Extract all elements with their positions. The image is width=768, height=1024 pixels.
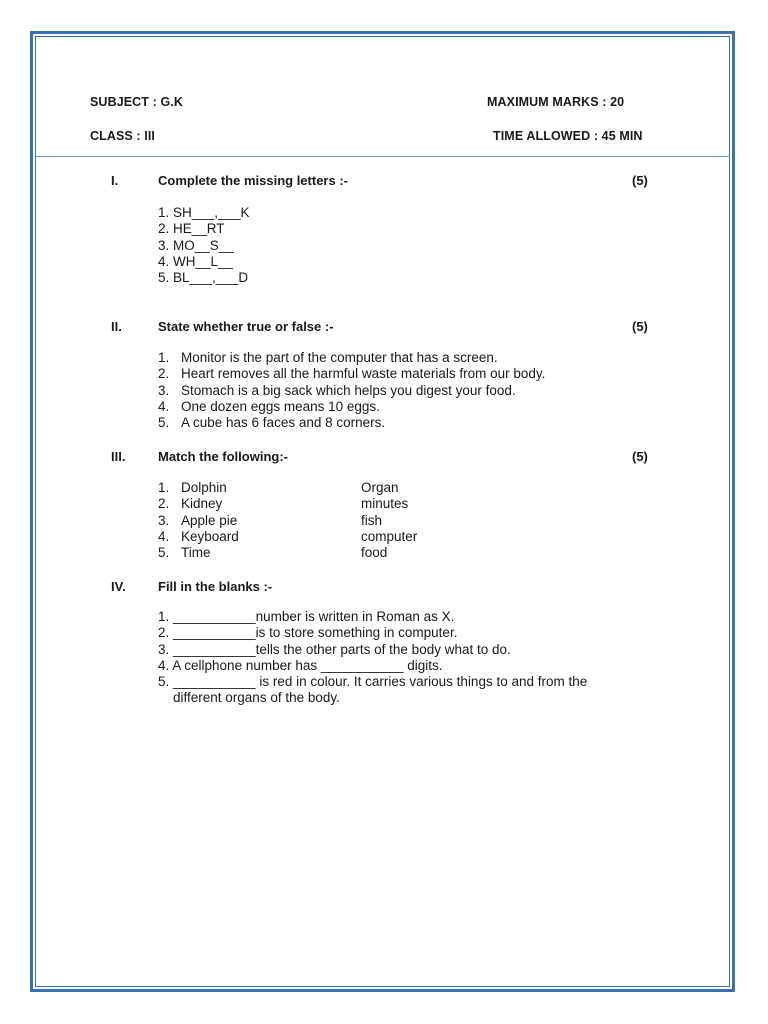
section-3-marks: (5) — [632, 449, 648, 464]
time-allowed-label: TIME ALLOWED : 45 MIN — [493, 129, 643, 143]
list-item: food — [361, 545, 388, 561]
list-item: 3. MO__S__ — [158, 237, 234, 253]
section-3-title: Match the following:- — [158, 449, 288, 464]
item-number: 4. — [158, 528, 170, 544]
subject-label: SUBJECT : G.K — [90, 95, 183, 109]
list-item: 3. ___________tells the other parts of the body what to do. — [158, 641, 511, 657]
item-number: 1. — [158, 350, 170, 365]
item-text: Apple pie — [181, 512, 238, 528]
list-item: 5. ___________ is red in colour. It carries various things to and from the — [158, 674, 588, 690]
list-item — [158, 350, 545, 366]
list-item — [158, 545, 239, 561]
list-item: different organs of the body. — [158, 690, 340, 706]
list-item — [158, 399, 545, 415]
item-text: A cube has 6 faces and 8 corners. — [181, 415, 386, 431]
item-number: 4. — [158, 398, 170, 414]
class-label: CLASS : III — [90, 129, 155, 143]
item-text: Stomach is a big sack which helps you digest your food. — [181, 382, 516, 398]
list-item — [158, 480, 239, 496]
item-number: 2. — [158, 366, 170, 382]
list-item: 1. SH___,___K — [158, 205, 250, 220]
section-4-title: Fill in the blanks :- — [158, 579, 273, 594]
item-text: Dolphin — [181, 480, 227, 495]
section-4-number: IV. — [111, 579, 126, 594]
match-left-column — [158, 480, 239, 561]
header-divider — [36, 156, 730, 157]
list-item: 2. ___________is to store something in computer. — [158, 625, 458, 641]
section-1-marks: (5) — [632, 173, 648, 188]
section-4-items — [158, 609, 587, 707]
list-item — [158, 513, 239, 529]
match-right-column — [361, 480, 417, 561]
section-2-number: II. — [111, 319, 122, 334]
section-2-items — [158, 350, 545, 431]
list-item: 4. A cellphone number has ___________ digits. — [158, 657, 443, 673]
item-text: One dozen eggs means 10 eggs. — [181, 398, 380, 414]
item-text: Kidney — [181, 496, 223, 512]
list-item: minutes — [361, 496, 409, 512]
item-number: 5. — [158, 545, 170, 561]
section-2-title: State whether true or false :- — [158, 319, 334, 334]
list-item: fish — [361, 512, 383, 528]
item-text: Monitor is the part of the computer that has a screen. — [181, 350, 498, 365]
list-item — [158, 366, 545, 382]
section-1-title: Complete the missing letters :- — [158, 173, 348, 188]
section-3-number: III. — [111, 449, 126, 464]
list-item — [158, 529, 239, 545]
item-text: Keyboard — [181, 528, 239, 544]
section-1-items — [158, 205, 250, 286]
section-1-number: I. — [111, 173, 119, 188]
list-item: 1. ___________number is written in Roman as X. — [158, 609, 455, 624]
item-text: Time — [181, 545, 211, 561]
list-item — [158, 496, 239, 512]
item-number: 3. — [158, 382, 170, 398]
list-item — [158, 415, 545, 431]
list-item: Organ — [361, 480, 399, 495]
item-number: 2. — [158, 496, 170, 512]
item-number: 1. — [158, 480, 170, 495]
item-number: 5. — [158, 415, 170, 431]
list-item: computer — [361, 528, 418, 544]
list-item: 5. BL___,___D — [158, 270, 249, 286]
list-item — [158, 383, 545, 399]
max-marks-label: MAXIMUM MARKS : 20 — [487, 95, 625, 109]
section-2-marks: (5) — [632, 319, 648, 334]
item-number: 3. — [158, 512, 170, 528]
list-item: 2. HE__RT — [158, 221, 225, 237]
item-text: Heart removes all the harmful waste materials from our body. — [181, 366, 546, 382]
list-item: 4. WH__L__ — [158, 253, 234, 269]
